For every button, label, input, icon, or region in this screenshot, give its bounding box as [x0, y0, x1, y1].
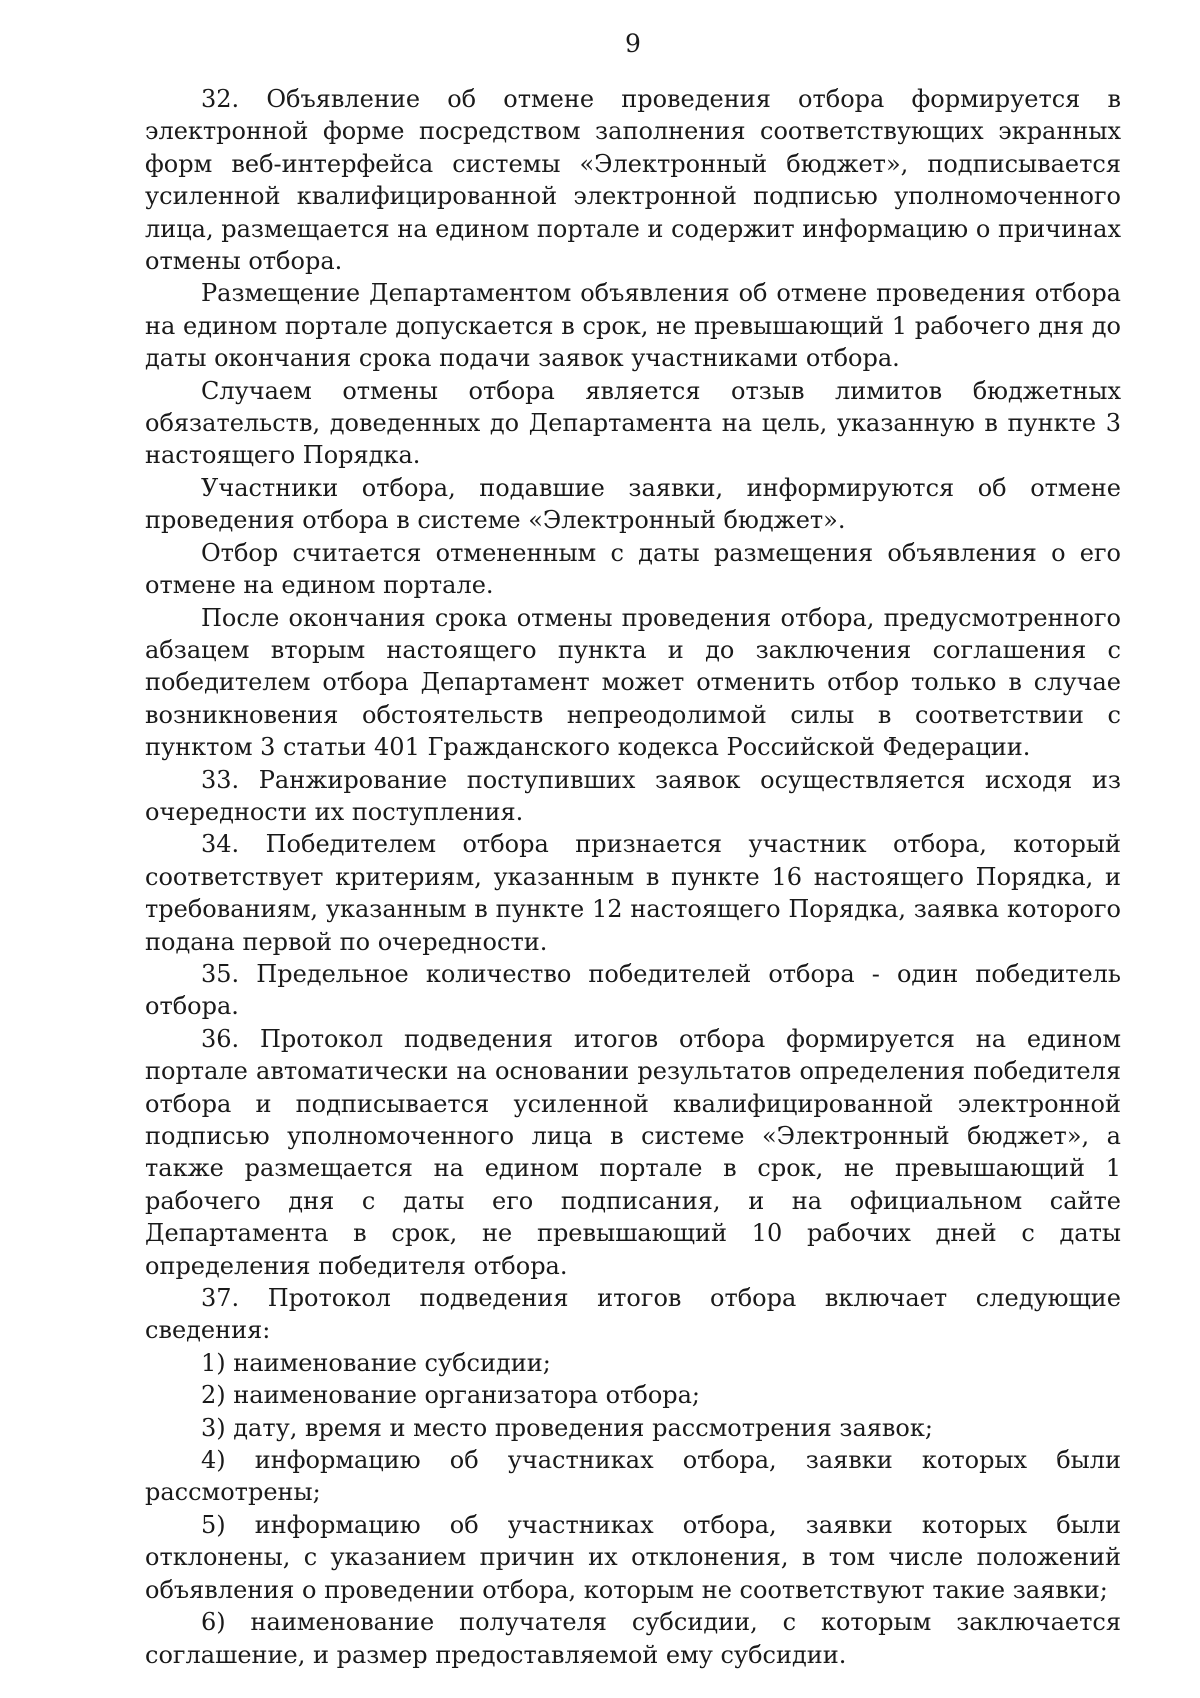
paragraph-37: 37. Протокол подведения итогов отбора включает следующие сведения:	[145, 1284, 1121, 1345]
paragraph-34: 34. Победителем отбора признается участник отбора, который соответствует критериям, указанным в пункте 16 настоящего Порядка, и требованиям, указанным в пункте 12 настоящего Порядка, заявка которого подана первой по очередности.	[145, 830, 1121, 956]
paragraph-32-cancel-case: Случаем отмены отбора является отзыв лимитов бюджетных обязательств, доведенных до Департамента на цель, указанную в пункте 3 настоящего Порядка.	[145, 376, 1121, 470]
list-item-1: 1) наименование субсидии;	[201, 1348, 551, 1377]
list-item-5: 5) информацию об участниках отбора, заявки которых были отклонены, с указанием причин их отклонения, в том числе положений объявления о проведении отбора, которым не соответствуют такие заявки;	[145, 1510, 1121, 1604]
paragraph-32-placement: Размещение Департаментом объявления об отмене проведения отбора на едином портале допускается в срок, не превышающий 1 рабочего дня до даты окончания срока подачи заявок участниками отбора.	[145, 279, 1121, 373]
paragraph-35: 35. Предельное количество победителей отбора - один победитель отбора.	[145, 959, 1121, 1021]
paragraph-32: 32. Объявление об отмене проведения отбора формируется в электронной форме посредством заполнения соответствующих экранных форм веб-интерфейса системы «Электронный бюджет», подписывается усиленной квалифицированной электронной подписью уполномоченного лица, размещается на едином портале и содержит информацию о причинах отмены отбора.	[145, 85, 1121, 276]
list-item-3: 3) дату, время и место проведения рассмотрения заявок;	[201, 1413, 933, 1442]
paragraph-33: 33. Ранжирование поступивших заявок осуществляется исходя из очередности их поступления.	[145, 765, 1121, 826]
list-item-2: 2) наименование организатора отбора;	[201, 1381, 701, 1410]
paragraph-32-participants: Участники отбора, подавшие заявки, информируются об отмене проведения отбора в системе «Электронный бюджет».	[145, 473, 1121, 535]
page-number: 9	[625, 29, 641, 58]
paragraph-36: 36. Протокол подведения итогов отбора формируется на едином портале автоматически на основании результатов определения победителя отбора и подписывается усиленной квалифицированной электронной подписью уполномоченного лица в системе «Электронный бюджет», а также размещается на едином портале в срок, не превышающий 1 рабочего дня с даты его подписания, и на официальном сайте Департамента в срок, не превышающий 10 рабочих дней с даты определения победителя отбора.	[145, 1024, 1121, 1280]
list-item-4: 4) информацию об участниках отбора, заявки которых были рассмотрены;	[145, 1446, 1121, 1507]
paragraph-32-cancelled: Отбор считается отмененным с даты размещения объявления о его отмене на едином портале.	[145, 538, 1121, 600]
document-page	[145, 28, 1121, 1671]
paragraph-32-force-majeure: После окончания срока отмены проведения отбора, предусмотренного абзацем вторым настоящего пункта и до заключения соглашения с победителем отбора Департамент может отменить отбор только в случае возникновения обстоятельств непреодолимой силы в соответствии с пунктом 3 статьи 401 Гражданского кодекса Российской Федерации.	[145, 603, 1121, 762]
list-item-6: 6) наименование получателя субсидии, с которым заключается соглашение, и размер предоставляемой ему субсидии.	[145, 1608, 1121, 1669]
